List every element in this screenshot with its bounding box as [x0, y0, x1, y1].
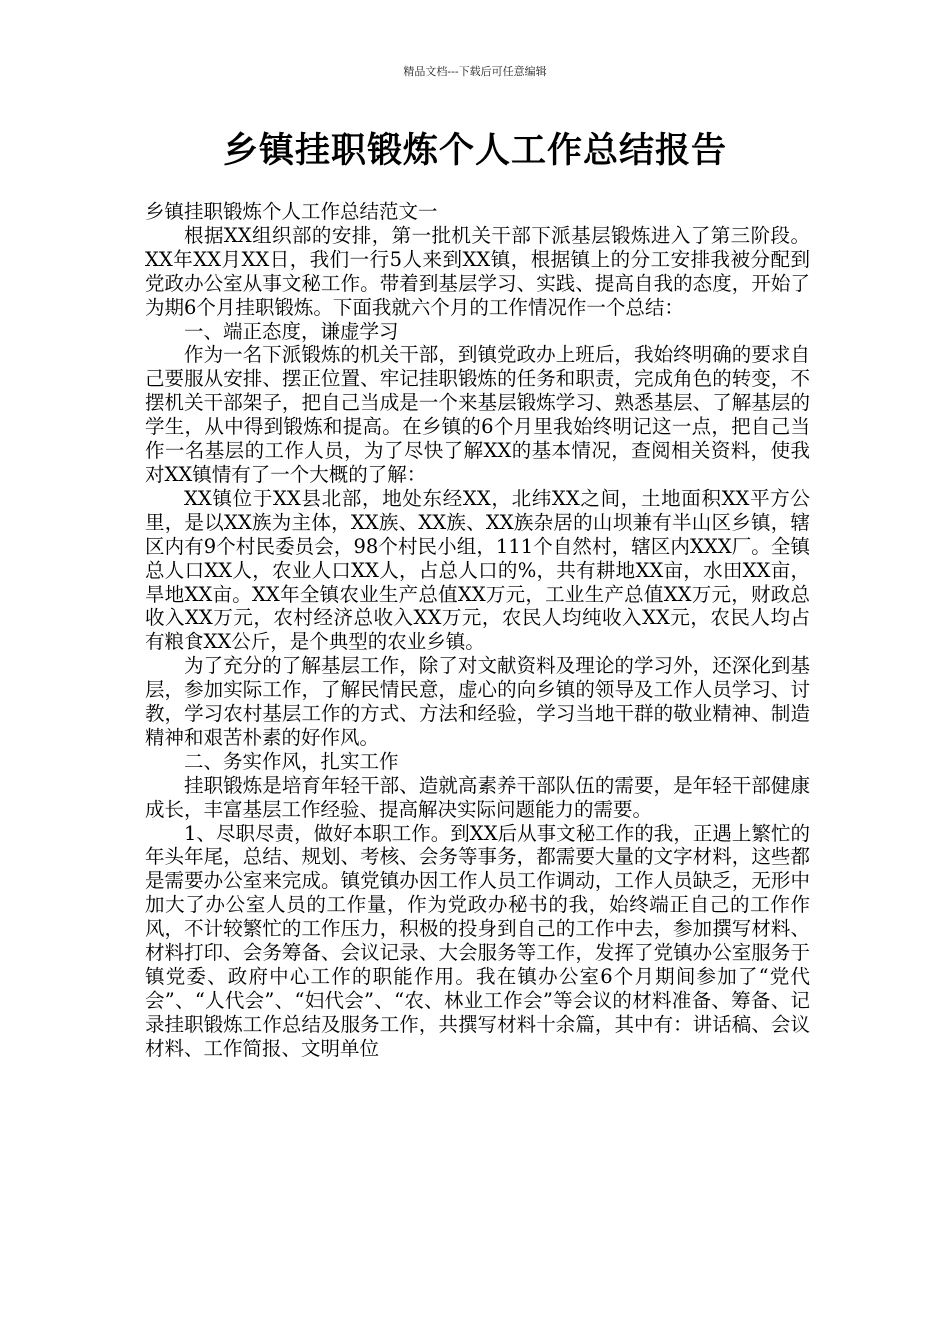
body-paragraph: 1、尽职尽责，做好本职工作。到XX后从事文秘工作的我，正遇上繁忙的年头年尾，总结、规划、考核、会务等事务，都需要大量的文字材料，这些都是需要办公室来完成。镇党镇办因工作人员工作调动，工作人员缺乏，无形中加大了办公室人员的工作量，作为党政办秘书的我，始终端正自己的工作作风，不计较繁忙的工作压力，积极的投身到自己的工作中去，参加撰写材料、材料打印、会务筹备、会议记录、大会服务等工作，发挥了党镇办公室服务于镇党委、政府中心工作的职能作用。我在镇办公室6个月期间参加了“党代会”、“人代会”、“妇代会”、“农、林业工作会”等会议的材料准备、筹备、记录挂职锻炼工作总结及服务工作，共撰写材料十余篇，其中有：讲话稿、会议材料、工作简报、文明单位 — [145, 821, 810, 1060]
body-paragraph: 为了充分的了解基层工作，除了对文献资料及理论的学习外，还深化到基层，参加实际工作，了解民情民意，虚心的向乡镇的领导及工作人员学习、讨教，学习农村基层工作的方式、方法和经验，学习当地干群的敬业精神、制造精神和艰苦朴素的好作风。 — [145, 654, 810, 749]
section-heading: 一、端正态度，谦虚学习 — [184, 319, 399, 343]
body-paragraph: 作为一名下派锻炼的机关干部，到镇党政办上班后，我始终明确的要求自己要服从安排、摆正位置、牢记挂职锻炼的任务和职责，完成角色的转变，不摆机关干部架子，把自己当成是一个来基层锻炼学习、熟悉基层、了解基层的学生，从中得到锻炼和提高。在乡镇的6个月里我始终明记这一点，把自己当作一名基层的工作人员，为了尽快了解XX的基本情况，查阅相关资料，使我对XX镇情有了一个大概的了解： — [145, 343, 810, 486]
page-header-note: 精品文档---下载后可任意编辑 — [403, 65, 547, 78]
section-heading: 二、务实作风，扎实工作 — [184, 749, 399, 773]
document-title: 乡镇挂职锻炼个人工作总结报告 — [222, 130, 727, 171]
document-body — [145, 200, 810, 1061]
section-subtitle: 乡镇挂职锻炼个人工作总结范文一 — [145, 200, 438, 223]
body-paragraph: 挂职锻炼是培育年轻干部、造就高素养干部队伍的需要，是年轻干部健康成长，丰富基层工作经验、提高解决实际问题能力的需要。 — [145, 773, 810, 821]
body-paragraph: 根据XX组织部的安排，第一批机关干部下派基层锻炼进入了第三阶段。XX年XX月XX日，我们一行5人来到XX镇，根据镇上的分工安排我被分配到党政办公室从事文秘工作。带着到基层学习、实践、提高自我的态度，开始了为期6个月挂职锻炼。下面我就六个月的工作情况作一个总结： — [145, 223, 810, 319]
body-paragraph: XX镇位于XX县北部，地处东经XX，北纬XX之间，土地面积XX平方公里，是以XX族为主体，XX族、XX族、XX族杂居的山坝兼有半山区乡镇，辖区内有9个村民委员会，98个村民小组，111个自然村，辖区内XXX厂。全镇总人口XX人，农业人口XX人，占总人口的%，共有耕地XX亩，水田XX亩，旱地XX亩。XX年全镇农业生产总值XX万元，工业生产总值XX万元，财政总收入XX万元，农村经济总收入XX万元，农民人均纯收入XX元，农民人均占有粮食XX公斤，是个典型的农业乡镇。 — [145, 486, 810, 654]
